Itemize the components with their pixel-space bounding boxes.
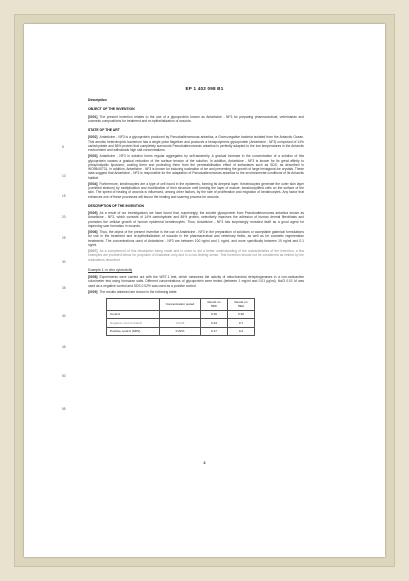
table-cell: 0.43 xyxy=(201,319,228,327)
table-cell: 0.2 xyxy=(228,327,255,335)
section-heading: STATE OF THE ART xyxy=(88,128,120,132)
paragraph-number: [0006] xyxy=(88,230,98,234)
table-cell: 0.92 xyxy=(228,310,255,318)
line-number: 45 xyxy=(62,345,66,349)
line-number: 10 xyxy=(62,174,66,178)
line-number: 20 xyxy=(62,215,66,219)
paragraph-number: [0004] xyxy=(88,181,98,186)
paragraph xyxy=(88,135,304,152)
table-header-cell: Result on HDF xyxy=(201,299,228,311)
results-table xyxy=(106,298,255,336)
table-header-cell xyxy=(107,299,160,311)
table-cell: 0.17 xyxy=(201,327,228,335)
paragraph xyxy=(88,290,304,294)
table-row xyxy=(107,327,255,335)
paragraph-text: Antarticine - NF3 is a glycoprotein produced by Pseudoalteromonas antartica, a Gram-negative bacteria isolated from the Antarctic Ocean. This aerobic heterotrophic bacterium has a single polar flagellum and produces a hexapolymeric glycoprotein (Antarticine - NF3) composed of 14% carbohydrate and 86% protein that completely surrounds Pseudoalteromonas antartica is perfectly adapted to the low temperatures in the Antarctic environment and withstands high salt concentrations. xyxy=(88,135,304,152)
table-cell: 0.01M xyxy=(160,319,201,327)
paragraph-number: [0007] xyxy=(88,249,98,253)
document-body xyxy=(88,98,304,336)
paragraph xyxy=(88,182,304,199)
table-cell: 0.46 xyxy=(201,310,228,318)
line-number: 5 xyxy=(62,145,64,149)
paragraph-number: [0005] xyxy=(88,211,98,215)
paragraph xyxy=(88,230,304,247)
paragraph-text: Experiments were carried out with the WST-1 test, which measures the activity of mitochondrial dehydrogenases in a non-radioactive colorimeter test using formazan salts. Different concentrations of glycoprotein were tested (between 1 mg/ml and 0.01 µg/ml). NaCl 0.01 M was used as a negative control and SDS 0.02% was used as a positive control. xyxy=(88,275,304,288)
table-header-cell: Result on HEK xyxy=(228,299,255,311)
line-number: 35 xyxy=(62,286,66,290)
line-number: 30 xyxy=(62,260,66,264)
table-cell: Control xyxy=(107,310,160,318)
paragraph-text: As a complement of this description being made and in order to aid a better understanding of the characteristics of the invention, a few examples are provided below for purposes of illustration only and in a non-limiting sense. This invention should not be considered as limited by the realizations described. xyxy=(88,249,304,262)
line-number: 25 xyxy=(62,236,66,240)
table-cell: Positive control (SDS) xyxy=(107,327,160,335)
paragraph-text: Thus, the object of the present invention is the use of Antarticine - NF3 in the preparation of solutions or acceptable galenical formulations for use in the treatment and re-epithelialization of wounds in the pharmaceutical and veterinary fields, as well as for cosmetic regeneration treatments. The concentrations used of Antarticine - NF3 are between 100 ng/ml and 1 ng/ml, and more specifically between 10 ng/ml and 0.1 ng/ml. xyxy=(88,230,304,247)
paragraph-number: [0001] xyxy=(88,114,98,119)
section-heading: Description xyxy=(88,98,107,102)
line-number: 15 xyxy=(62,194,66,198)
document-page xyxy=(24,24,385,557)
table-cell xyxy=(160,310,201,318)
paragraph-number: [0009] xyxy=(88,289,98,294)
publication-number: EP 1 402 098 B1 xyxy=(185,86,224,91)
table-row xyxy=(107,310,255,318)
paragraph xyxy=(88,249,304,262)
table-header-cell: Concentration tested xyxy=(160,299,201,311)
section-heading: OBJECT OF THE INVENTION xyxy=(88,107,135,112)
paragraph xyxy=(88,275,304,288)
table-cell: 0.7 xyxy=(228,319,255,327)
table-row xyxy=(107,319,255,327)
paragraph-text: The present invention relates to the use of a glycoprotein known as Antarticine - NF3 for preparing pharmaceutical, veterinarian and cosmetic compositions for treatment and re-epithelialization of wounds. xyxy=(88,114,304,123)
table-cell: Negative control (NaCl) xyxy=(107,319,160,327)
paragraph xyxy=(88,154,304,180)
paragraph-text: As a result of our investigations we have found that, surprisingly, the soluble glycoprotein from Pseudoalteromonas antartica known as Antarticine - NF3, which consists of 14% carbohydrate and 86% protein, selectively improves the adhesion of human dermal fibroblasts and promotes the cellular growth of human epidermal keratinocytes. Thus, Antarticine - NF3 has surprisingly revealed itself as a good agent for improving scar formation in wounds. xyxy=(88,211,304,228)
line-number: 40 xyxy=(62,314,66,318)
table-header-row xyxy=(107,299,255,311)
paragraph-number: [0002] xyxy=(88,135,98,140)
paragraph xyxy=(88,211,304,228)
example-heading: Example 1: in vitro cytotoxicity xyxy=(88,267,133,272)
paragraph-text: Furthermore, keratinocytes are a type of cell found in the epidermis, forming its deepest layer. Keratinocytes generate the outer skin layer (cornified stratum) by multiplication and modification of their structure until forming the layer of mature, keratinocytified cells on the surface of the skin. The speed of healing of wounds is influenced, among other factors, by the rate of proliferation and migration of keratinocytes. Any factor that enhances one of these processes will favour the healing and scarring process for wounds. xyxy=(88,181,304,199)
line-number: 50 xyxy=(62,374,66,378)
paragraph-text: The results obtained are shown in the following table: xyxy=(99,289,178,294)
paragraph-number: [0008] xyxy=(88,275,98,279)
paragraph-number: [0003] xyxy=(88,154,98,159)
table-cell: 0.02% xyxy=(160,327,201,335)
page-number: 2 xyxy=(203,460,206,465)
paragraph-text: Antarticine - NF3 in solution forms regular aggregates by self-assembly. A gradual increase in the concentration of a solution of this glycoprotein causes a gradual reduction of the surface tension of the solution. In addition, Antarticine - NF3 is known for its great affinity to phospholipidic liposome, coating them and protecting them from the permeabilisation effect of surfactants such as SDS, as described in WO98/40731. In addition, Antarticine - NF3 is known for inducing nucleation of ice and preventing the growth of large hexagonal ice crystals. These data suggest that Antarticine - NF3 is responsible for the adaptation of Pseudoalteromonas antartica to the environmental conditions of its Antarctic habitat. xyxy=(88,154,304,180)
section-heading: DESCRIPTION OF THE INVENTION xyxy=(88,203,144,208)
paragraph xyxy=(88,115,304,124)
line-number: 55 xyxy=(62,407,66,411)
